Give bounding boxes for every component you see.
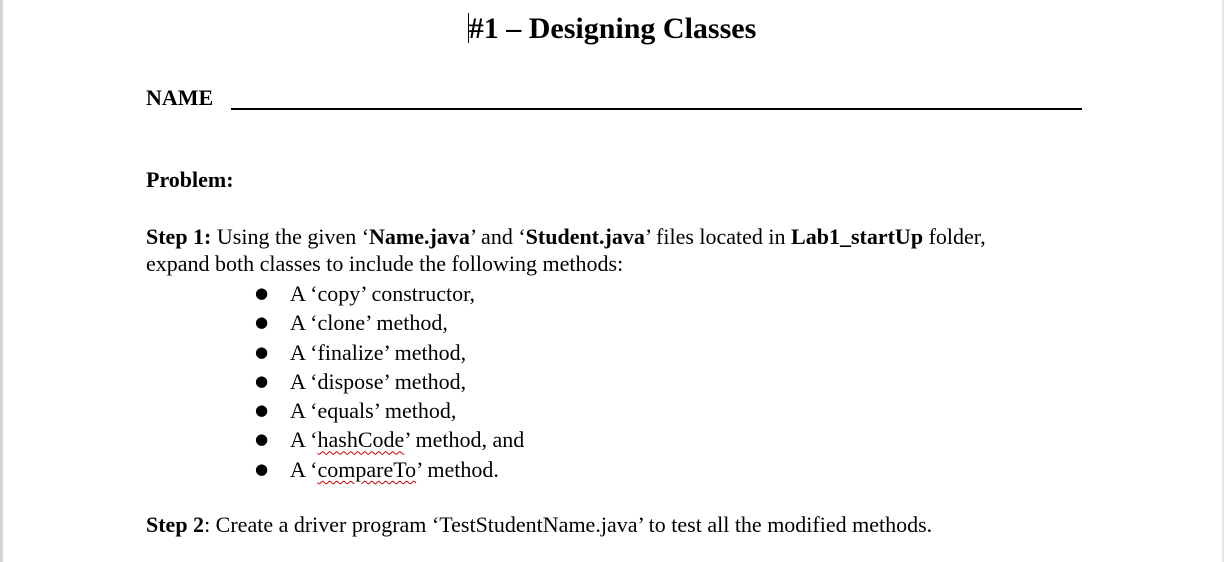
list-item-flagged-word: compareTo (317, 456, 417, 482)
list-item-text-before: A ‘copy’ constructor, (290, 281, 476, 306)
list-item-text-after: ’ method. (416, 456, 499, 482)
step1-text-3: ’ files located in (644, 224, 792, 249)
step1-file-student-java: Student.java (525, 224, 645, 249)
step2-label: Step 2 (146, 512, 205, 537)
bullet-icon: ● (255, 313, 269, 332)
list-item-text-before: A ‘equals’ method, (290, 398, 457, 424)
list-item-text (290, 279, 475, 308)
step1-text-2: ’ and ‘ (469, 224, 526, 249)
step1-file-name-java: Name.java (369, 224, 470, 249)
step2-text: : Create a driver program ‘TestStudentName.java’ to test all the modified methods. (204, 512, 933, 537)
bullet-icon: ● (255, 401, 269, 420)
list-item-text (290, 396, 456, 425)
bullet-icon: ● (255, 284, 269, 302)
list-item-flagged-word: hashCode (317, 427, 405, 453)
problem-heading: Problem: (146, 167, 234, 192)
list-item-text (290, 367, 466, 396)
list-item-text-after: ’ method, and (404, 427, 525, 453)
document-title-text: #1 – Designing Classes (468, 12, 757, 45)
list-item-text (290, 455, 499, 484)
page-edge-left (0, 0, 3, 562)
bullet-icon: ● (255, 430, 269, 449)
step1-folder-name: Lab1_startUp (791, 224, 924, 249)
list-item-text-before: A ‘clone’ method, (290, 310, 448, 336)
list-item-text (290, 425, 524, 454)
step1-text-1: Using the given ‘ (211, 224, 370, 249)
bullet-icon: ● (255, 371, 269, 390)
bullet-icon: ● (255, 459, 269, 478)
list-item-text-before: A ‘dispose’ method, (290, 368, 467, 394)
bullet-icon: ● (255, 342, 269, 361)
step1-line-1 (146, 223, 1086, 250)
list-item-text (290, 308, 448, 337)
step1-paragraph[interactable] (146, 223, 1086, 277)
list-item-text (290, 338, 466, 367)
name-label: NAME (146, 85, 214, 110)
list-item-text-before: A ‘finalize’ method, (290, 339, 467, 365)
step1-label: Step 1: (146, 224, 212, 249)
list-item-text-before: A ‘ (290, 427, 318, 453)
step1-text-4: folder, (923, 224, 986, 249)
document-title[interactable] (0, 11, 1224, 47)
name-underline (231, 108, 1082, 110)
step2-paragraph[interactable] (146, 511, 932, 538)
step1-line-2: expand both classes to include the following methods: (146, 251, 624, 276)
list-item-text-before: A ‘ (290, 456, 318, 482)
